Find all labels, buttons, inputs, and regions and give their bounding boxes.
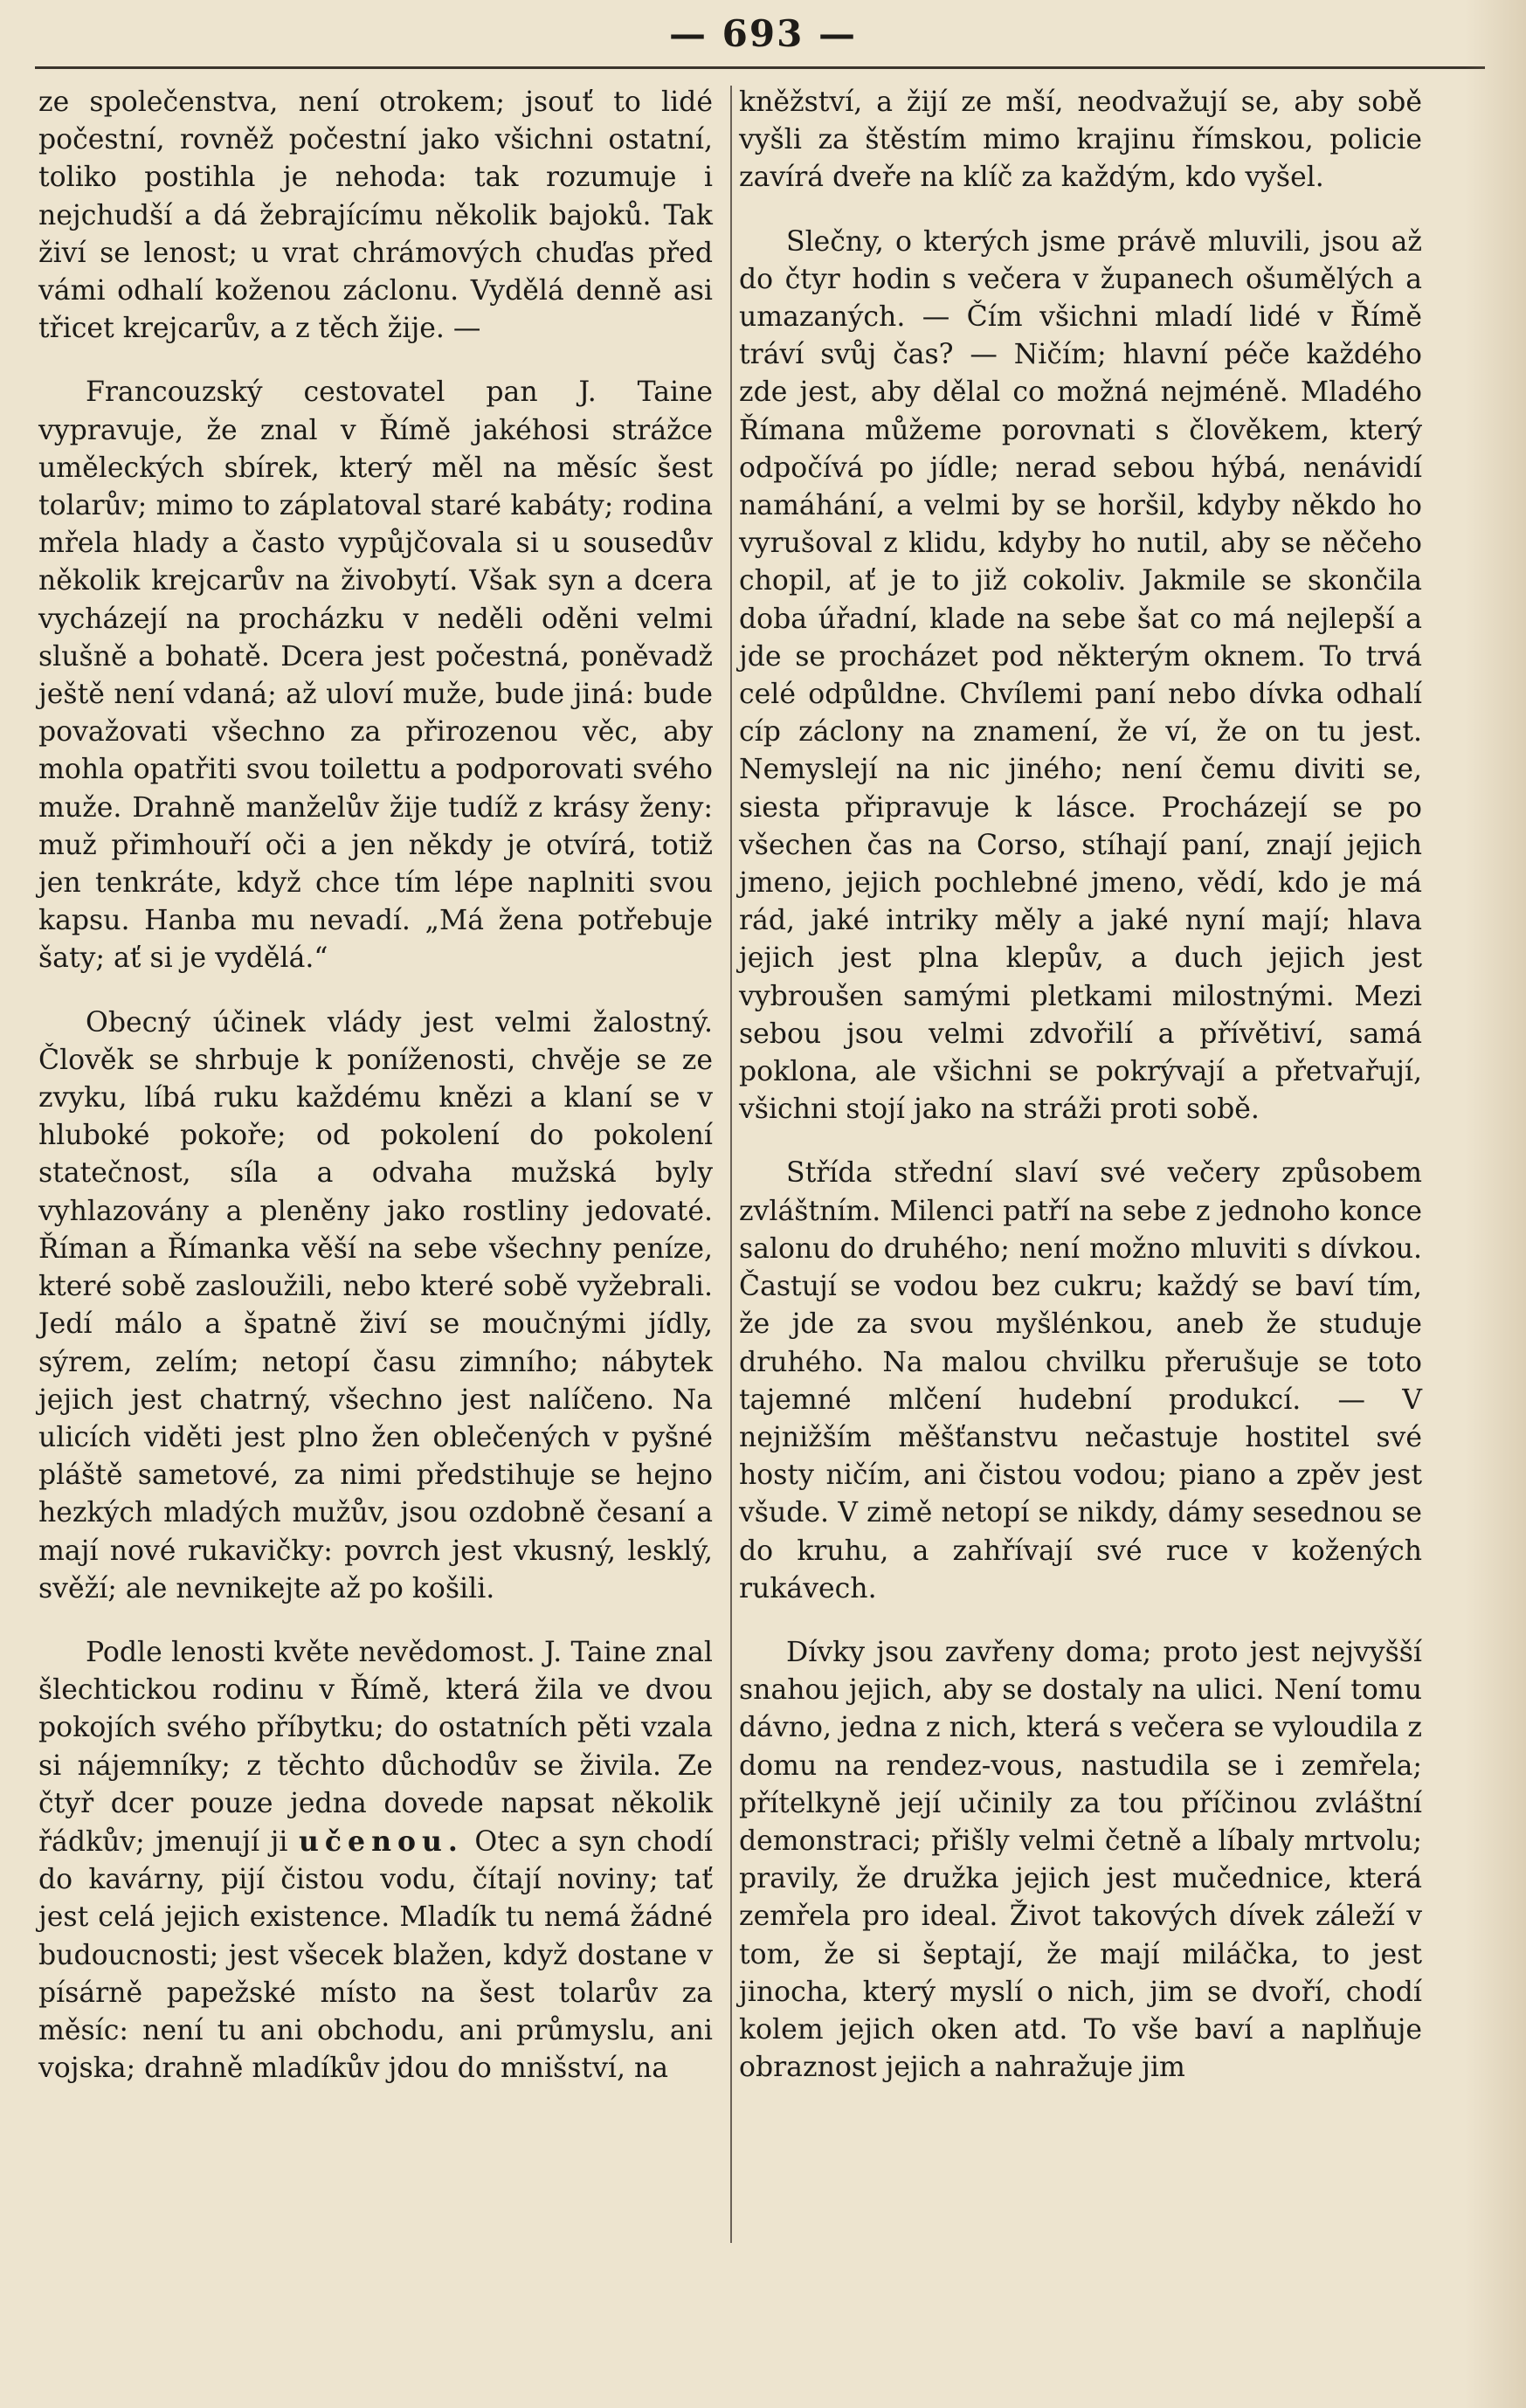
paragraph: Dívky jsou zavřeny doma; proto jest nejvyšší snahou jejich, aby se dostaly na ulici. Není tomu dávno, jedna z nich, která s večera se vyloudila z domu na rendez-vous, nastudila se i zemřela; přítelkyně její učinily za tou příčinou zvláštní demonstraci; přišly velmi četně a líbaly mrtvolu; pravily, že družka jejich jest mučednice, která zemřela pro ideal. Život takových dívek záleží v tom, že si šeptají, že mají miláčka, to jest jinocha, který myslí o nich, jim se dvoří, chodí kolem jejich oken atd. To vše baví a naplňuje obraznost jejich a nahražuje jim xyxy=(739,1636,1422,2084)
paragraph: kněžství, a žijí ze mší, neodvažují se, aby sobě vyšli za štěstím mimo krajinu římskou, policie zavírá dveře na klíč za každým, kdo vyšel. xyxy=(739,86,1422,194)
paragraph-text: Podle lenosti květe nevědomost. J. Taine znal šlechtickou rodinu v Římě, která žila ve dvou pokojích svého příbytku; do ostatních pěti vzala si nájemníky; z těchto důchodův se živila. Ze čtyř dcer pouze jedna dovede napsat několik řádkův; jmenují ji xyxy=(38,1636,713,1858)
page-edge-shadow xyxy=(1465,0,1526,2408)
emphasized-word: učenou. xyxy=(298,1825,464,1858)
paragraph: Slečny, o kterých jsme právě mluvili, jsou až do čtyr hodin s večera v županech ošumělých a umazaných. — Čím všichni mladí lidé v Římě tráví svůj čas? — Ničím; hlavní péče každého zde jest, aby dělal co možná nejméně. Mladého Římana můžeme porovnati s člověkem, který odpočívá po jídle; nerad sebou hýbá, nenávidí namáhání, a velmi by se horšil, kdyby někdo ho vyrušoval z klidu, kdyby ho nutil, aby se něčeho chopil, ať je to již cokoliv. Jakmile se skončila doba úřadní, klade na sebe šat co má nejlepší a jde se procházet pod některým oknem. To trvá celé odpůldne. Chvílemi paní nebo dívka odhalí cíp záclony na znamení, že ví, že on tu jest. Nemyslejí na nic jiného; není čemu diviti se, siesta připravuje k lásce. Procházejí se po všechen čas na Corso, stíhají paní, znají jejich jmeno, jejich pochlebné jmeno, vědí, kdo je má rád, jaké intriky měly a jaké nyní mají; hlava jejich jest plna klepův, a duch jejich jest vybroušen samými pletkami milostnými. Mezi sebou jsou velmi zdvořilí a přívětiví, samá poklona, ale všichni se pokrývají a přetvařují, všichni stojí jako na stráži proti sobě. xyxy=(739,225,1422,1126)
paragraph: Francouzský cestovatel pan J. Taine vypravuje, že znal v Římě jakéhosi strážce uměleckých sbírek, který měl na měsíc šest tolarův; mimo to záplatoval staré kabáty; rodina mřela hlady a často vypůjčovala si u sousedův několik krejcarův na živobytí. Však syn a dcera vycházejí na procházku v neděli oděni velmi slušně a bohatě. Dcera jest počestná, poněvadž ještě není vdaná; až uloví muže, bude jiná: bude považovati všechno za přirozenou věc, aby mohla opatřiti svou toilettu a podporovati svého muže. Drahně manželův žije tudíž z krásy ženy: muž přimhouří oči a jen někdy je otvírá, totiž jen tenkráte, když chce tím lépe naplniti svou kapsu. Hanba mu nevadí. „Má žena potřebuje šaty; ať si je vydělá.“ xyxy=(38,376,713,975)
header-rule xyxy=(35,66,1485,69)
right-column xyxy=(739,84,1422,2113)
paragraph: ze společenstva, není otrokem; jsouť to lidé počestní, rovněž počestní jako všichni ostatní, toliko postihla je nehoda: tak rozumuje i nejchudší a dá žebrajícímu několik bajoků. Tak živí se lenost; u vrat chrámových chuďas před vámi odhalí koženou záclonu. Vydělá denně asi třicet krejcarův, a z těch žije. — xyxy=(38,86,713,345)
paragraph: Obecný účinek vlády jest velmi žalostný. Člověk se shrbuje k poníženosti, chvěje se ze zvyku, líbá ruku každému knězi a klaní se v hluboké pokoře; od pokolení do pokolení statečnost, síla a odvaha mužská byly vyhlazovány a pleněny jako rostliny jedovaté. Říman a Římanka věší na sebe všechny peníze, které sobě zasloužili, nebo které sobě vyžebrali. Jedí málo a špatně živí se moučnými jídly, sýrem, zelím; netopí času zimního; nábytek jejich jest chatrný, všechno jest nalíčeno. Na ulicích viděti jest plno žen oblečených v pyšné pláště sametové, za nimi předstihuje se hejno hezkých mladých mužův, jsou ozdobně česaní a mají nové rukavičky: povrch jest vkusný, lesklý, svěží; ale nevnikejte až po košili. xyxy=(38,1006,713,1604)
paragraph: Střída střední slaví své večery způsobem zvláštním. Milenci patří na sebe z jednoho konce salonu do druhého; není možno mluviti s dívkou. Častují se vodou bez cukru; každý se baví tím, že jde za svou myšlénkou, aneb že studuje druhého. Na malou chvilku přerušuje se toto tajemné mlčení hudební produkcí. — V nejnižším měšťanstvu nečastuje hostitel své hosty ničím, ani čistou vodou; piano a zpěv jest všude. V zimě netopí se nikdy, dámy sesednou se do kruhu, a zahřívají své ruce v kožených rukávech. xyxy=(739,1157,1422,1604)
paragraph xyxy=(38,1634,713,2087)
paragraph-text: Otec a syn chodí do kavárny, pijí čistou vodu, čítají noviny; tať jest celá jejich existence. Mladík tu nemá žádné budoucnosti; jest všecek blažen, když dostane v písárně papežské místo na šest tolarův za měsíc: není tu ani obchodu, ani průmyslu, ani vojska; drahně mladíkův jdou do mnišství, na xyxy=(38,1825,713,2085)
column-divider xyxy=(730,86,732,2243)
page-number: — 693 — xyxy=(669,12,857,55)
left-column xyxy=(38,84,713,2114)
